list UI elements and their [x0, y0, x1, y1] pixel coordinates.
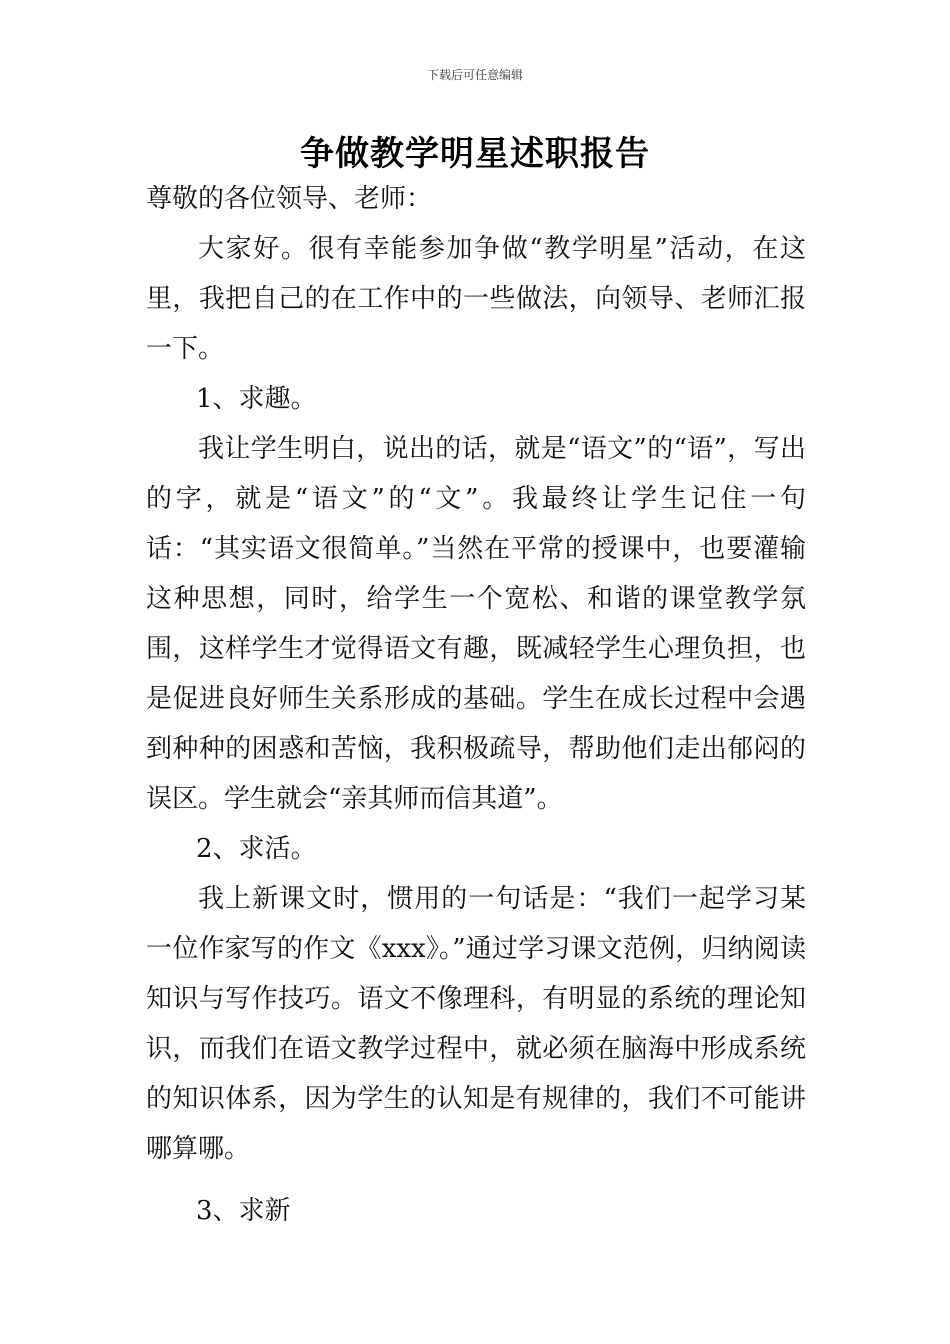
paragraph-1: 我让学生明白，说出的话，就是“语文”的“语”，写出的字，就是“语文”的“文”。我最终让学生记住一句话：“其实语文很简单。”当然在平常的授课中，也要灌输这种思想，同时，给学生一个宽松、和谐的课堂教学氛围，这样学生才觉得语文有趣，既减轻学生心理负担，也是促进良好师生关系形成的基础。学生在成长过程中会遇到种种的困惑和苦恼，我积极疏导，帮助他们走出郁闷的误区。学生就会“亲其师而信其道”。: [146, 434, 806, 814]
document-body: [146, 174, 806, 1236]
salutation: 尊敬的各位领导、老师：: [146, 184, 433, 214]
section-heading-2: 2、求活。: [196, 834, 317, 864]
paragraph-2: 我上新课文时，惯用的一句话是：“我们一起学习某一位作家写的作文《xxx》。”通过学习课文范例，归纳阅读知识与写作技巧。语文不像理科，有明显的系统的理论知识，而我们在语文教学过程中，就必须在脑海中形成系统的知识体系，因为学生的认知是有规律的，我们不可能讲哪算哪。: [146, 884, 806, 1164]
header-note: 下载后可任意编辑: [426, 68, 523, 82]
section-heading-3: 3、求新: [196, 1196, 291, 1226]
section-heading-1: 1、求趣。: [196, 384, 317, 414]
paragraph-intro: 大家好。很有幸能参加争做“教学明星”活动，在这里，我把自己的在工作中的一些做法，向领导、老师汇报一下。: [146, 234, 806, 364]
page-title: 争做教学明星述职报告: [300, 134, 650, 174]
